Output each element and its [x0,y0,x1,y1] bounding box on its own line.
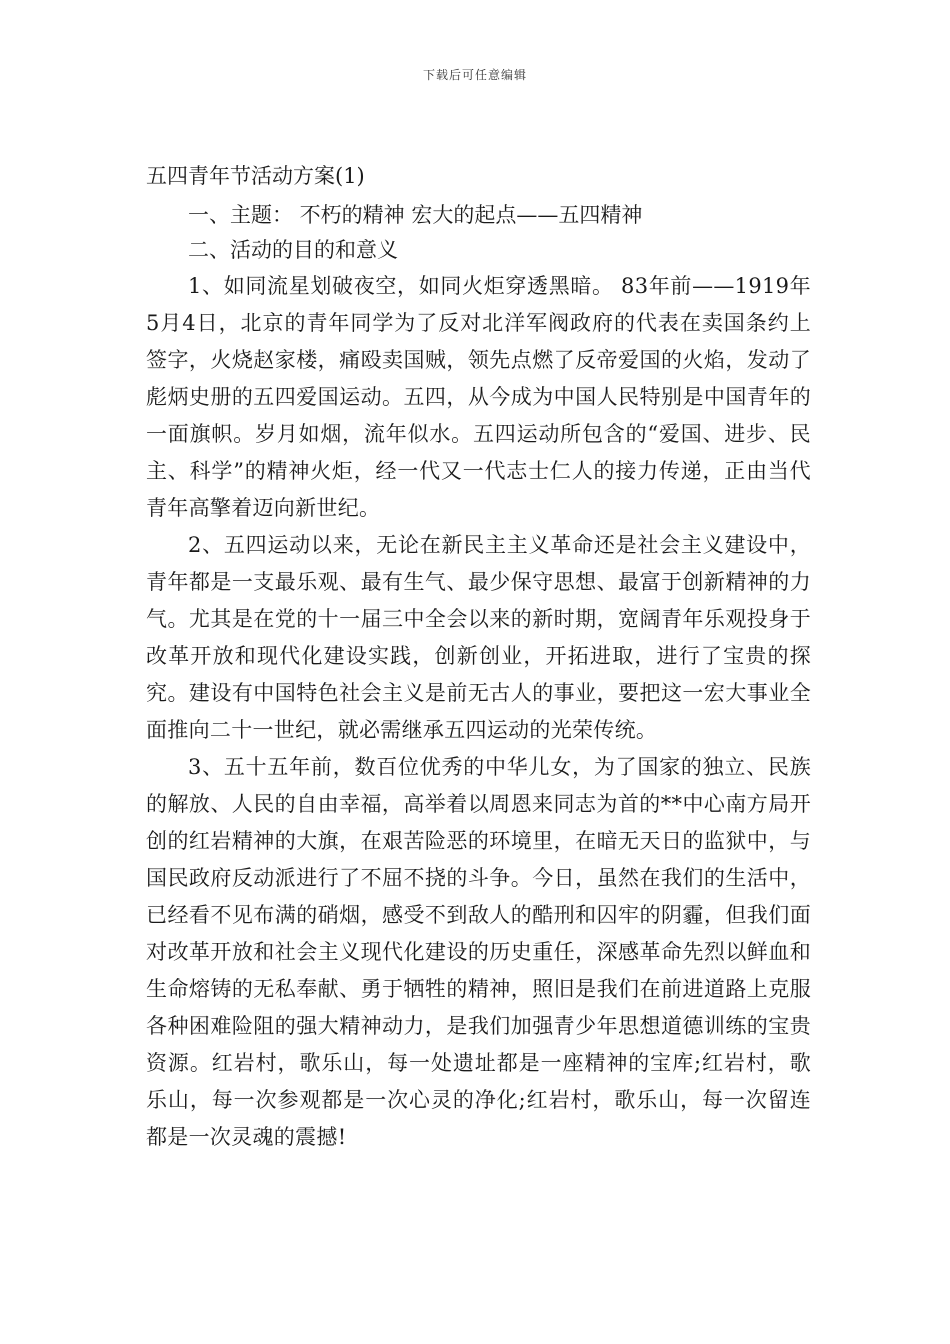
paragraph-1: 1、如同流星划破夜空，如同火炬穿透黑暗。 83年前——1919年5月4日，北京的青年同学为了反对北洋军阀政府的代表在卖国条约上签字，火烧赵家楼，痛殴卖国贼，领先点燃了反帝爱国的火焰，发动了彪炳史册的五四爱国运动。五四，从今成为中国人民特别是中国青年的一面旗帜。岁月如烟，流年似水。五四运动所包含的“爱国、进步、民主、科学”的精神火炬，经一代又一代志士仁人的接力传递，正由当代青年高擎着迈向新世纪。 [146,274,811,520]
section-purpose: 二、活动的目的和意义 [188,238,398,262]
document-body [146,160,811,1156]
document-title: 五四青年节活动方案(1) [146,164,365,188]
section-theme: 一、主题： 不朽的精神 宏大的起点——五四精神 [188,203,643,227]
header-note: 下载后可任意编辑 [422,68,527,82]
paragraph-2: 2、五四运动以来，无论在新民主主义革命还是社会主义建设中，青年都是一支最乐观、最有生气、最少保守思想、最富于创新精神的力气。尤其是在党的十一届三中全会以来的新时期，宽阔青年乐观投身于改革开放和现代化建设实践，创新创业，开拓进取，进行了宝贵的探究。建设有中国特色社会主义是前无古人的事业，要把这一宏大事业全面推向二十一世纪，就必需继承五四运动的光荣传统。 [146,533,811,742]
paragraph-3: 3、五十五年前，数百位优秀的中华儿女，为了国家的独立、民族的解放、人民的自由幸福，高举着以周恩来同志为首的**中心南方局开创的红岩精神的大旗，在艰苦险恶的环境里，在暗无天日的监狱中，与国民政府反动派进行了不屈不挠的斗争。今日，虽然在我们的生活中，已经看不见布满的硝烟，感受不到敌人的酷刑和囚牢的阴霾，但我们面对改革开放和社会主义现代化建设的历史重任，深感革命先烈以鲜血和生命熔铸的无私奉献、勇于牺牲的精神，照旧是我们在前进道路上克服各种困难险阻的强大精神动力，是我们加强青少年思想道德训练的宝贵资源。红岩村，歌乐山，每一处遗址都是一座精神的宝库;红岩村，歌乐山，每一次参观都是一次心灵的净化;红岩村，歌乐山，每一次留连都是一次灵魂的震撼! [146,755,811,1149]
